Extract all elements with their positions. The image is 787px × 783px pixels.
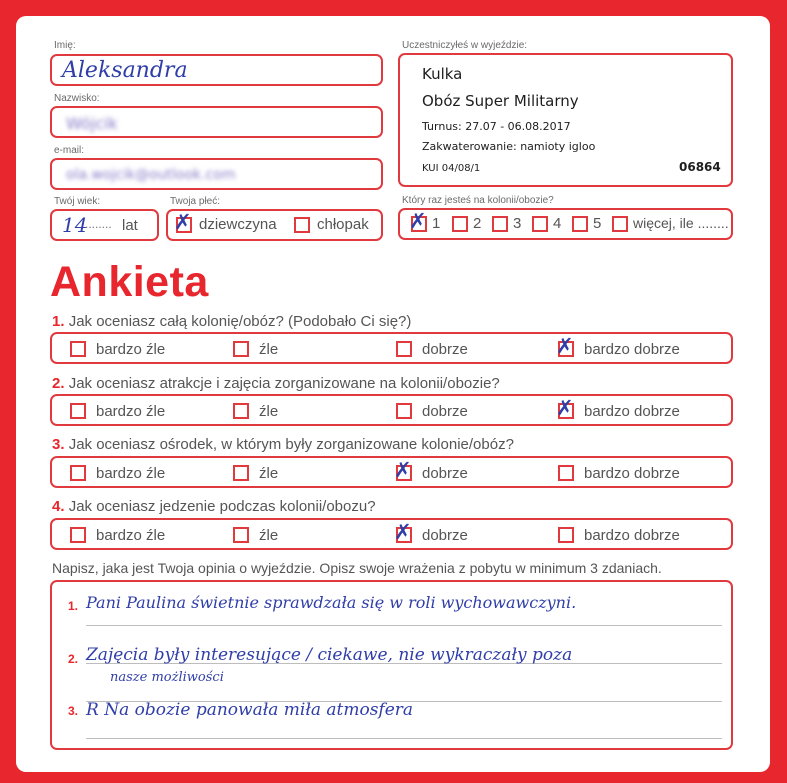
trip-camp: Obóz Super Militarny <box>422 92 579 110</box>
trip-number: 06864 <box>679 160 721 174</box>
email-field[interactable] <box>50 158 383 190</box>
q4-checkbox-bardzo-zle[interactable] <box>70 527 86 543</box>
q3-checkbox-zle[interactable] <box>233 465 249 481</box>
times-option-2: 2 <box>473 215 482 232</box>
q1-option-dobrze: dobrze <box>422 341 468 358</box>
times-checkbox-3[interactable] <box>492 216 508 232</box>
question-text: Jak oceniasz całą kolonię/obóz? (Podobało Ci się?) <box>68 313 412 330</box>
trip-name: Kulka <box>422 65 463 83</box>
q4-option-zle: źle <box>259 527 279 544</box>
q2-checkbox-zle[interactable] <box>233 403 249 419</box>
check-mark-icon: ✗ <box>556 334 574 358</box>
q3-option-zle: źle <box>259 465 279 482</box>
times-option-1: 1 <box>432 215 441 232</box>
last-name-field[interactable] <box>50 106 383 138</box>
times-label: Który raz jesteś na kolonii/obozie? <box>402 195 554 206</box>
opinion-line <box>86 738 722 739</box>
survey-title: Ankieta <box>50 258 209 306</box>
q3-option-dobrze: dobrze <box>422 465 468 482</box>
q2-checkbox-dobrze[interactable] <box>396 403 412 419</box>
times-checkbox-more[interactable] <box>612 216 628 232</box>
q3-option-bardzo-zle: bardzo źle <box>96 465 166 482</box>
check-mark-icon: ✗ <box>394 458 412 482</box>
opinion-number-2: 2. <box>68 652 79 666</box>
q3-checkbox-dobrze[interactable] <box>394 458 412 482</box>
opinion-number-3: 3. <box>68 704 79 718</box>
check-mark-icon: ✗ <box>556 396 574 420</box>
gender-option-girl: dziewczyna <box>199 216 277 233</box>
q1-option-zle: źle <box>259 341 279 358</box>
email-value: ola.wojcik@outlook.com <box>66 167 236 183</box>
opinion-answer-1: Pani Paulina świetnie sprawdzała się w roli wychowawczyni. <box>86 593 577 612</box>
q4-option-bardzo-dobrze: bardzo dobrze <box>584 527 680 544</box>
times-checkbox-2[interactable] <box>452 216 468 232</box>
email-label: e-mail: <box>54 145 85 156</box>
q1-option-bardzo-zle: bardzo źle <box>96 341 166 358</box>
age-label: Twój wiek: <box>54 196 101 207</box>
q3-checkbox-bardzo-dobrze[interactable] <box>558 465 574 481</box>
gender-label: Twoja płeć: <box>170 196 221 207</box>
q4-checkbox-dobrze[interactable] <box>394 520 412 544</box>
q1-checkbox-zle[interactable] <box>233 341 249 357</box>
opinion-number-1: 1. <box>68 599 79 613</box>
check-mark-icon: ✗ <box>394 520 412 544</box>
times-option-more: więcej, ile ........ <box>633 215 729 231</box>
question-text: Jak oceniasz jedzenie podczas kolonii/obozu? <box>68 498 376 515</box>
opinion-answer-3: R Na obozie panowała miła atmosfera <box>86 700 414 720</box>
age-unit: lat <box>122 217 138 234</box>
q1-checkbox-bardzo-dobrze[interactable] <box>556 334 574 358</box>
q1-option-bardzo-dobrze: bardzo dobrze <box>584 341 680 358</box>
times-option-4: 4 <box>553 215 562 232</box>
trip-label: Uczestniczyłeś w wyjeździe: <box>402 40 528 51</box>
question-number: 4. <box>52 498 65 515</box>
first-name-value: Aleksandra <box>62 58 188 83</box>
age-value: 14 <box>62 213 88 237</box>
gender-checkbox-girl[interactable] <box>174 210 192 234</box>
q2-option-zle: źle <box>259 403 279 420</box>
times-option-3: 3 <box>513 215 522 232</box>
opinion-answer-2-continued: nasze możliwości <box>110 670 224 685</box>
gender-checkbox-boy[interactable] <box>294 217 310 233</box>
check-mark-icon: ✗ <box>409 209 427 233</box>
q3-checkbox-bardzo-zle[interactable] <box>70 465 86 481</box>
question-text: Jak oceniasz atrakcje i zajęcia zorganizowane na kolonii/obozie? <box>68 375 500 392</box>
trip-term: Turnus: 27.07 - 06.08.2017 <box>422 120 571 133</box>
q3-option-bardzo-dobrze: bardzo dobrze <box>584 465 680 482</box>
question-text: Jak oceniasz ośrodek, w którym były zorganizowane kolonie/obóz? <box>68 436 514 453</box>
trip-accommodation: Zakwaterowanie: namioty igloo <box>422 140 596 153</box>
q4-option-bardzo-zle: bardzo źle <box>96 527 166 544</box>
question-number: 2. <box>52 375 65 392</box>
q2-option-bardzo-zle: bardzo źle <box>96 403 166 420</box>
q4-checkbox-zle[interactable] <box>233 527 249 543</box>
check-mark-icon: ✗ <box>174 210 192 234</box>
gender-option-boy: chłopak <box>317 216 369 233</box>
trip-code: KUI 04/08/1 <box>422 163 481 174</box>
opinion-line <box>86 625 722 626</box>
age-field[interactable] <box>50 209 159 241</box>
q2-option-dobrze: dobrze <box>422 403 468 420</box>
question-1 <box>52 313 411 330</box>
question-3 <box>52 436 514 453</box>
last-name-value: Wójcik <box>66 114 118 133</box>
times-checkbox-4[interactable] <box>532 216 548 232</box>
times-option-5: 5 <box>593 215 602 232</box>
q1-checkbox-dobrze[interactable] <box>396 341 412 357</box>
age-dots: ........ <box>85 217 112 231</box>
q2-checkbox-bardzo-dobrze[interactable] <box>556 396 574 420</box>
times-checkbox-1[interactable] <box>409 209 427 233</box>
first-name-field[interactable] <box>50 54 383 86</box>
question-4 <box>52 498 376 515</box>
question-number: 1. <box>52 313 65 330</box>
opinion-answer-2: Zajęcia były interesujące / ciekawe, nie wykraczały poza <box>86 645 573 665</box>
question-2 <box>52 375 500 392</box>
q2-checkbox-bardzo-zle[interactable] <box>70 403 86 419</box>
question-number: 3. <box>52 436 65 453</box>
opinion-prompt: Napisz, jaka jest Twoja opinia o wyjeździe. Opisz swoje wrażenia z pobytu w minimum 3 zdaniach. <box>52 560 662 576</box>
q4-option-dobrze: dobrze <box>422 527 468 544</box>
q1-checkbox-bardzo-zle[interactable] <box>70 341 86 357</box>
first-name-label: Imię: <box>54 40 76 51</box>
last-name-label: Nazwisko: <box>54 93 100 104</box>
q4-checkbox-bardzo-dobrze[interactable] <box>558 527 574 543</box>
q2-option-bardzo-dobrze: bardzo dobrze <box>584 403 680 420</box>
times-checkbox-5[interactable] <box>572 216 588 232</box>
